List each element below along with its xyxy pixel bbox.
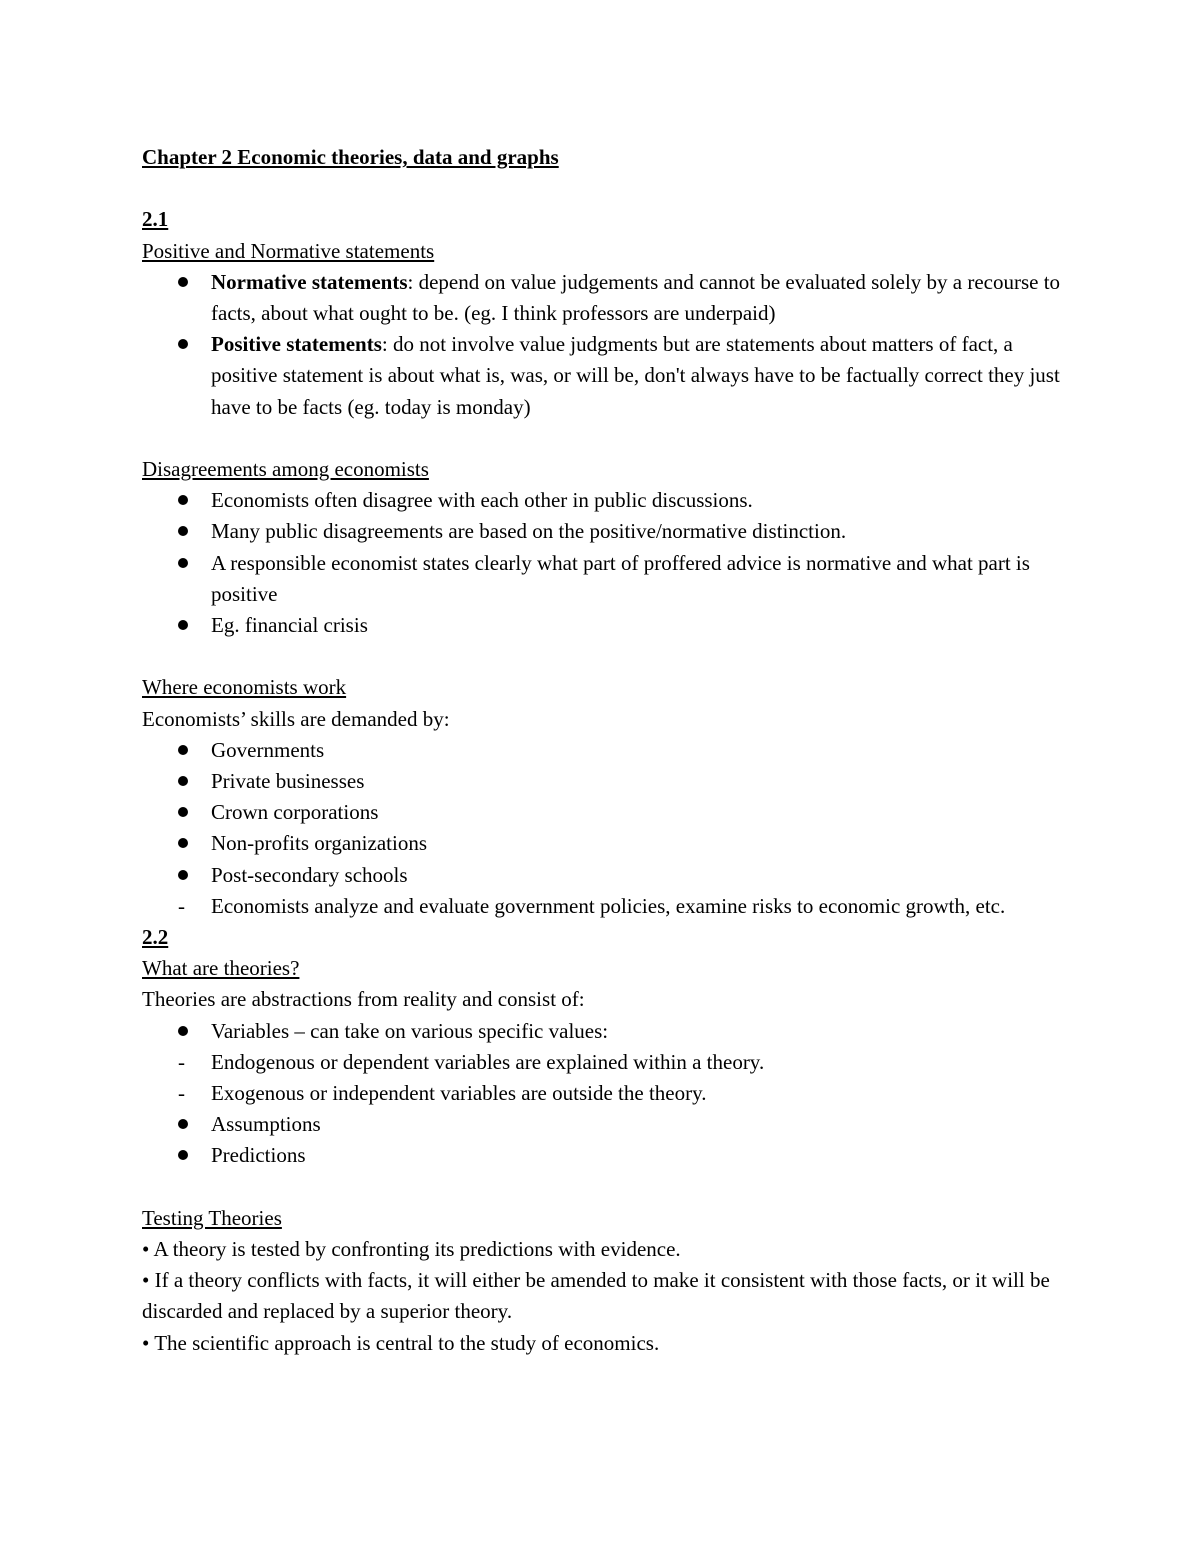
list-item-text: Economists often disagree with each other in public discussions. (211, 488, 753, 513)
bullet-icon (178, 620, 188, 630)
chapter-title: Chapter 2 Economic theories, data and graphs (142, 145, 559, 169)
dash-marker: - (178, 1081, 185, 1106)
bullet-icon (178, 1026, 188, 1036)
list-item-text: Economists analyze and evaluate government policies, examine risks to economic growth, etc. (211, 893, 1006, 918)
theory-intro: Theories are abstractions from reality and consist of: (142, 987, 585, 1012)
list-item (142, 797, 1082, 828)
disagreements-list (142, 485, 1082, 641)
list-item-text: A responsible economist states clearly what part of proffered advice is normative and what part is positive (211, 550, 1030, 606)
testing-item: • If a theory conflicts with facts, it will either be amended to make it consistent with those facts, or it will be discarded and replaced by a superior theory. (142, 1268, 1050, 1324)
bullet-icon (178, 495, 188, 505)
bullet-icon (178, 277, 188, 287)
bullet-icon (178, 870, 188, 880)
list-item-text: Post-secondary schools (211, 862, 408, 887)
heading-where-economists-work: Where economists work (142, 675, 347, 700)
term-positive: Positive statements (211, 332, 382, 357)
list-item (142, 1016, 1082, 1047)
list-item (142, 1078, 1082, 1109)
list-item-text: Non-profits organizations (211, 831, 427, 856)
term-normative: Normative statements (211, 269, 408, 294)
positive-normative-list (142, 267, 1082, 423)
list-item (142, 1109, 1082, 1140)
bullet-icon (178, 558, 188, 568)
bullet-icon (178, 339, 188, 349)
document-body (142, 142, 1082, 1359)
list-item-text: Exogenous or independent variables are outside the theory. (211, 1081, 707, 1106)
list-item-text: Governments (211, 737, 325, 762)
heading-positive-normative: Positive and Normative statements (142, 238, 435, 263)
list-item-text: Endogenous or dependent variables are explained within a theory. (211, 1049, 765, 1074)
testing-item: • The scientific approach is central to the study of economics. (142, 1330, 660, 1355)
list-item-text: Crown corporations (211, 800, 379, 825)
list-item-text: Assumptions (211, 1112, 321, 1137)
list-item (142, 329, 1082, 423)
list-item-text: Variables – can take on various specific values: (211, 1018, 609, 1043)
list-item-text: : depend on value judgements and cannot be evaluated solely by a recourse to facts, about what ought to be. (eg. I think professors are underpaid) (211, 269, 1061, 325)
list-item (142, 860, 1082, 891)
list-item (142, 766, 1082, 797)
bullet-icon (178, 838, 188, 848)
testing-item: • A theory is tested by confronting its predictions with evidence. (142, 1237, 681, 1262)
list-item (142, 891, 1082, 922)
bullet-icon (178, 807, 188, 817)
heading-testing-theories: Testing Theories (142, 1205, 282, 1230)
list-item-text: Private businesses (211, 769, 365, 794)
list-item-text: Predictions (211, 1143, 306, 1168)
bullet-icon (178, 1119, 188, 1129)
list-item (142, 1140, 1082, 1171)
bullet-icon (178, 745, 188, 755)
employers-list (142, 735, 1082, 922)
heading-what-are-theories: What are theories? (142, 956, 300, 981)
dash-marker: - (178, 893, 185, 918)
dash-marker: - (178, 1049, 185, 1074)
list-item-text: : do not involve value judgments but are statements about matters of fact, a positive statement is about what is, was, or will be, don't always have to be factually correct they just have to be facts (eg. today is monday) (211, 332, 1060, 419)
list-item (142, 828, 1082, 859)
list-item (142, 516, 1082, 547)
list-item (142, 485, 1082, 516)
section-number-2-1: 2.1 (142, 207, 169, 232)
list-item (142, 548, 1082, 610)
work-intro: Economists’ skills are demanded by: (142, 706, 450, 731)
bullet-icon (178, 526, 188, 536)
bullet-icon (178, 1150, 188, 1160)
list-item (142, 610, 1082, 641)
list-item (142, 1047, 1082, 1078)
list-item (142, 735, 1082, 766)
list-item-text: Eg. financial crisis (211, 613, 368, 638)
bullet-icon (178, 776, 188, 786)
section-number-2-2: 2.2 (142, 925, 169, 950)
theory-list (142, 1016, 1082, 1172)
list-item (142, 267, 1082, 329)
list-item-text: Many public disagreements are based on the positive/normative distinction. (211, 519, 847, 544)
heading-disagreements: Disagreements among economists (142, 457, 429, 481)
